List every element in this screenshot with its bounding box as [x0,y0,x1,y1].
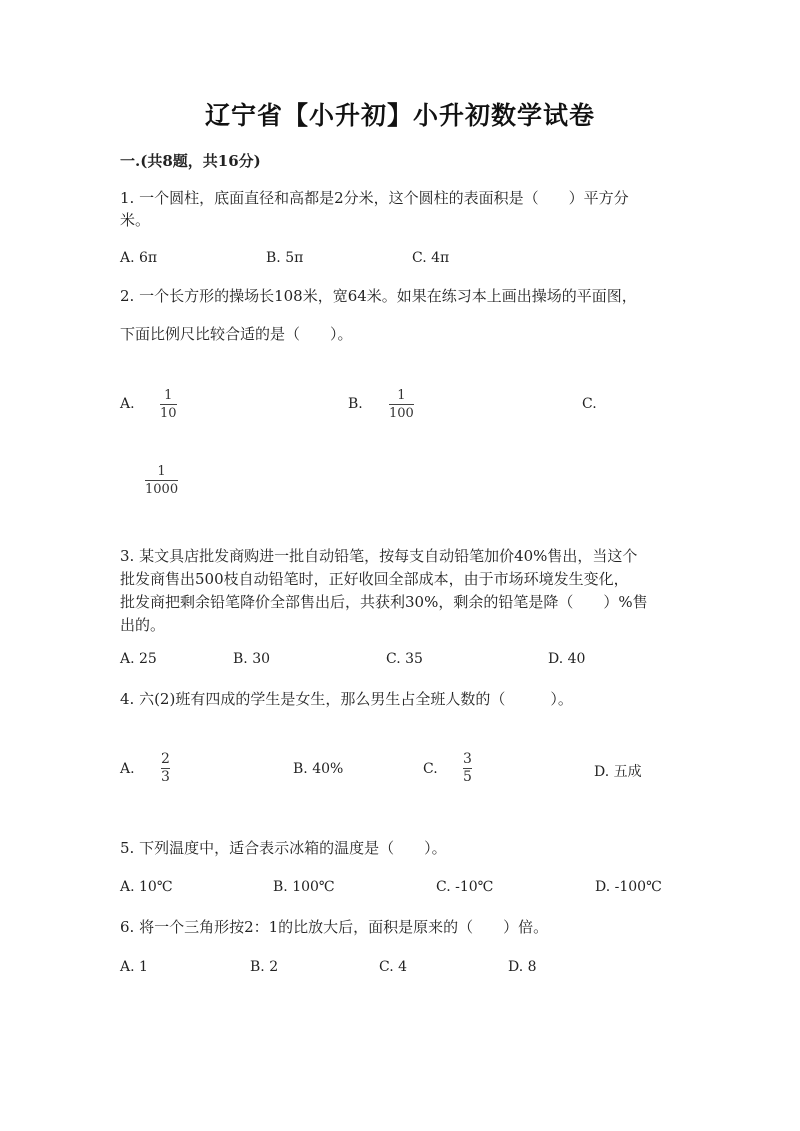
q4-fraction-c [463,752,472,785]
fraction-numerator: 2 [161,751,170,767]
q4-option-d: D. 五成 [594,764,642,780]
q3-option-d: D. 40 [548,651,586,667]
q6-option-a: A. 1 [120,959,148,975]
q2-option-a: A. [120,396,135,412]
q1-option-b: B. 5π [266,250,304,266]
q3-option-b: B. 30 [233,651,271,667]
q2-fraction-a [160,388,177,421]
q4-fraction-a [161,752,170,785]
q3-option-a: A. 25 [120,651,157,667]
q2-option-b: B. [348,396,363,412]
fraction-numerator: 1 [164,388,173,403]
question-3-text: 3. 某文具店批发商购进一批自动铅笔，按每支自动铅笔加价40%售出，当这个 [120,547,638,565]
question-5-text: 5. 下列温度中，适合表示冰箱的温度是（ ）。 [120,839,447,857]
q5-option-b: B. 100℃ [273,879,335,895]
q1-option-a: A. 6π [120,250,158,266]
fraction-numerator: 1 [397,388,406,403]
q4-option-b: B. 40% [293,761,344,777]
question-3-text-cont-2: 批发商把剩余铅笔降价全部售出后，共获利30%，剩余的铅笔是降（ ）%售 [120,593,648,611]
fraction-bar [389,404,414,405]
fraction-numerator: 3 [463,751,472,767]
q5-option-a: A. 10℃ [120,879,173,895]
section-heading: 一.(共8题，共16分) [120,152,261,170]
q2-fraction-b [389,388,414,421]
fraction-bar [145,480,178,481]
q6-option-b: B. 2 [250,959,279,975]
q2-fraction-c [145,464,178,497]
question-4-text: 4. 六(2)班有四成的学生是女生，那么男生占全班人数的（ ）。 [120,690,573,708]
q6-option-c: C. 4 [379,959,408,975]
question-2-text-cont: 下面比例尺比较合适的是（ ）。 [120,325,353,343]
q5-option-c: C. -10℃ [436,879,494,895]
question-1-text-cont: 米。 [120,211,151,229]
question-1-text: 1. 一个圆柱，底面直径和高都是2分米，这个圆柱的表面积是（ ）平方分 [120,189,629,207]
fraction-denominator: 5 [463,769,472,785]
q2-option-c: C. [582,396,597,412]
q5-option-d: D. -100℃ [595,879,662,895]
fraction-bar [160,404,177,405]
q4-option-c: C. [423,761,438,777]
q6-option-d: D. 8 [508,959,537,975]
fraction-numerator: 1 [157,464,166,479]
question-3-text-cont-3: 出的。 [120,616,166,634]
q1-option-c: C. 4π [412,250,450,266]
question-6-text: 6. 将一个三角形按2：1的比放大后，面积是原来的（ ）倍。 [120,918,549,936]
q4-option-a: A. [120,761,135,777]
fraction-denominator: 1000 [145,482,179,497]
fraction-denominator: 100 [389,406,414,421]
q3-option-c: C. 35 [386,651,423,667]
question-3-text-cont-1: 批发商售出500枝自动铅笔时，正好收回全部成本，由于市场环境发生变化， [120,570,629,588]
question-2-text: 2. 一个长方形的操场长108米，宽64米。如果在练习本上画出操场的平面图， [120,287,637,305]
fraction-denominator: 10 [160,406,177,421]
fraction-denominator: 3 [161,769,170,785]
page-title: 辽宁省【小升初】小升初数学试卷 [204,101,595,130]
